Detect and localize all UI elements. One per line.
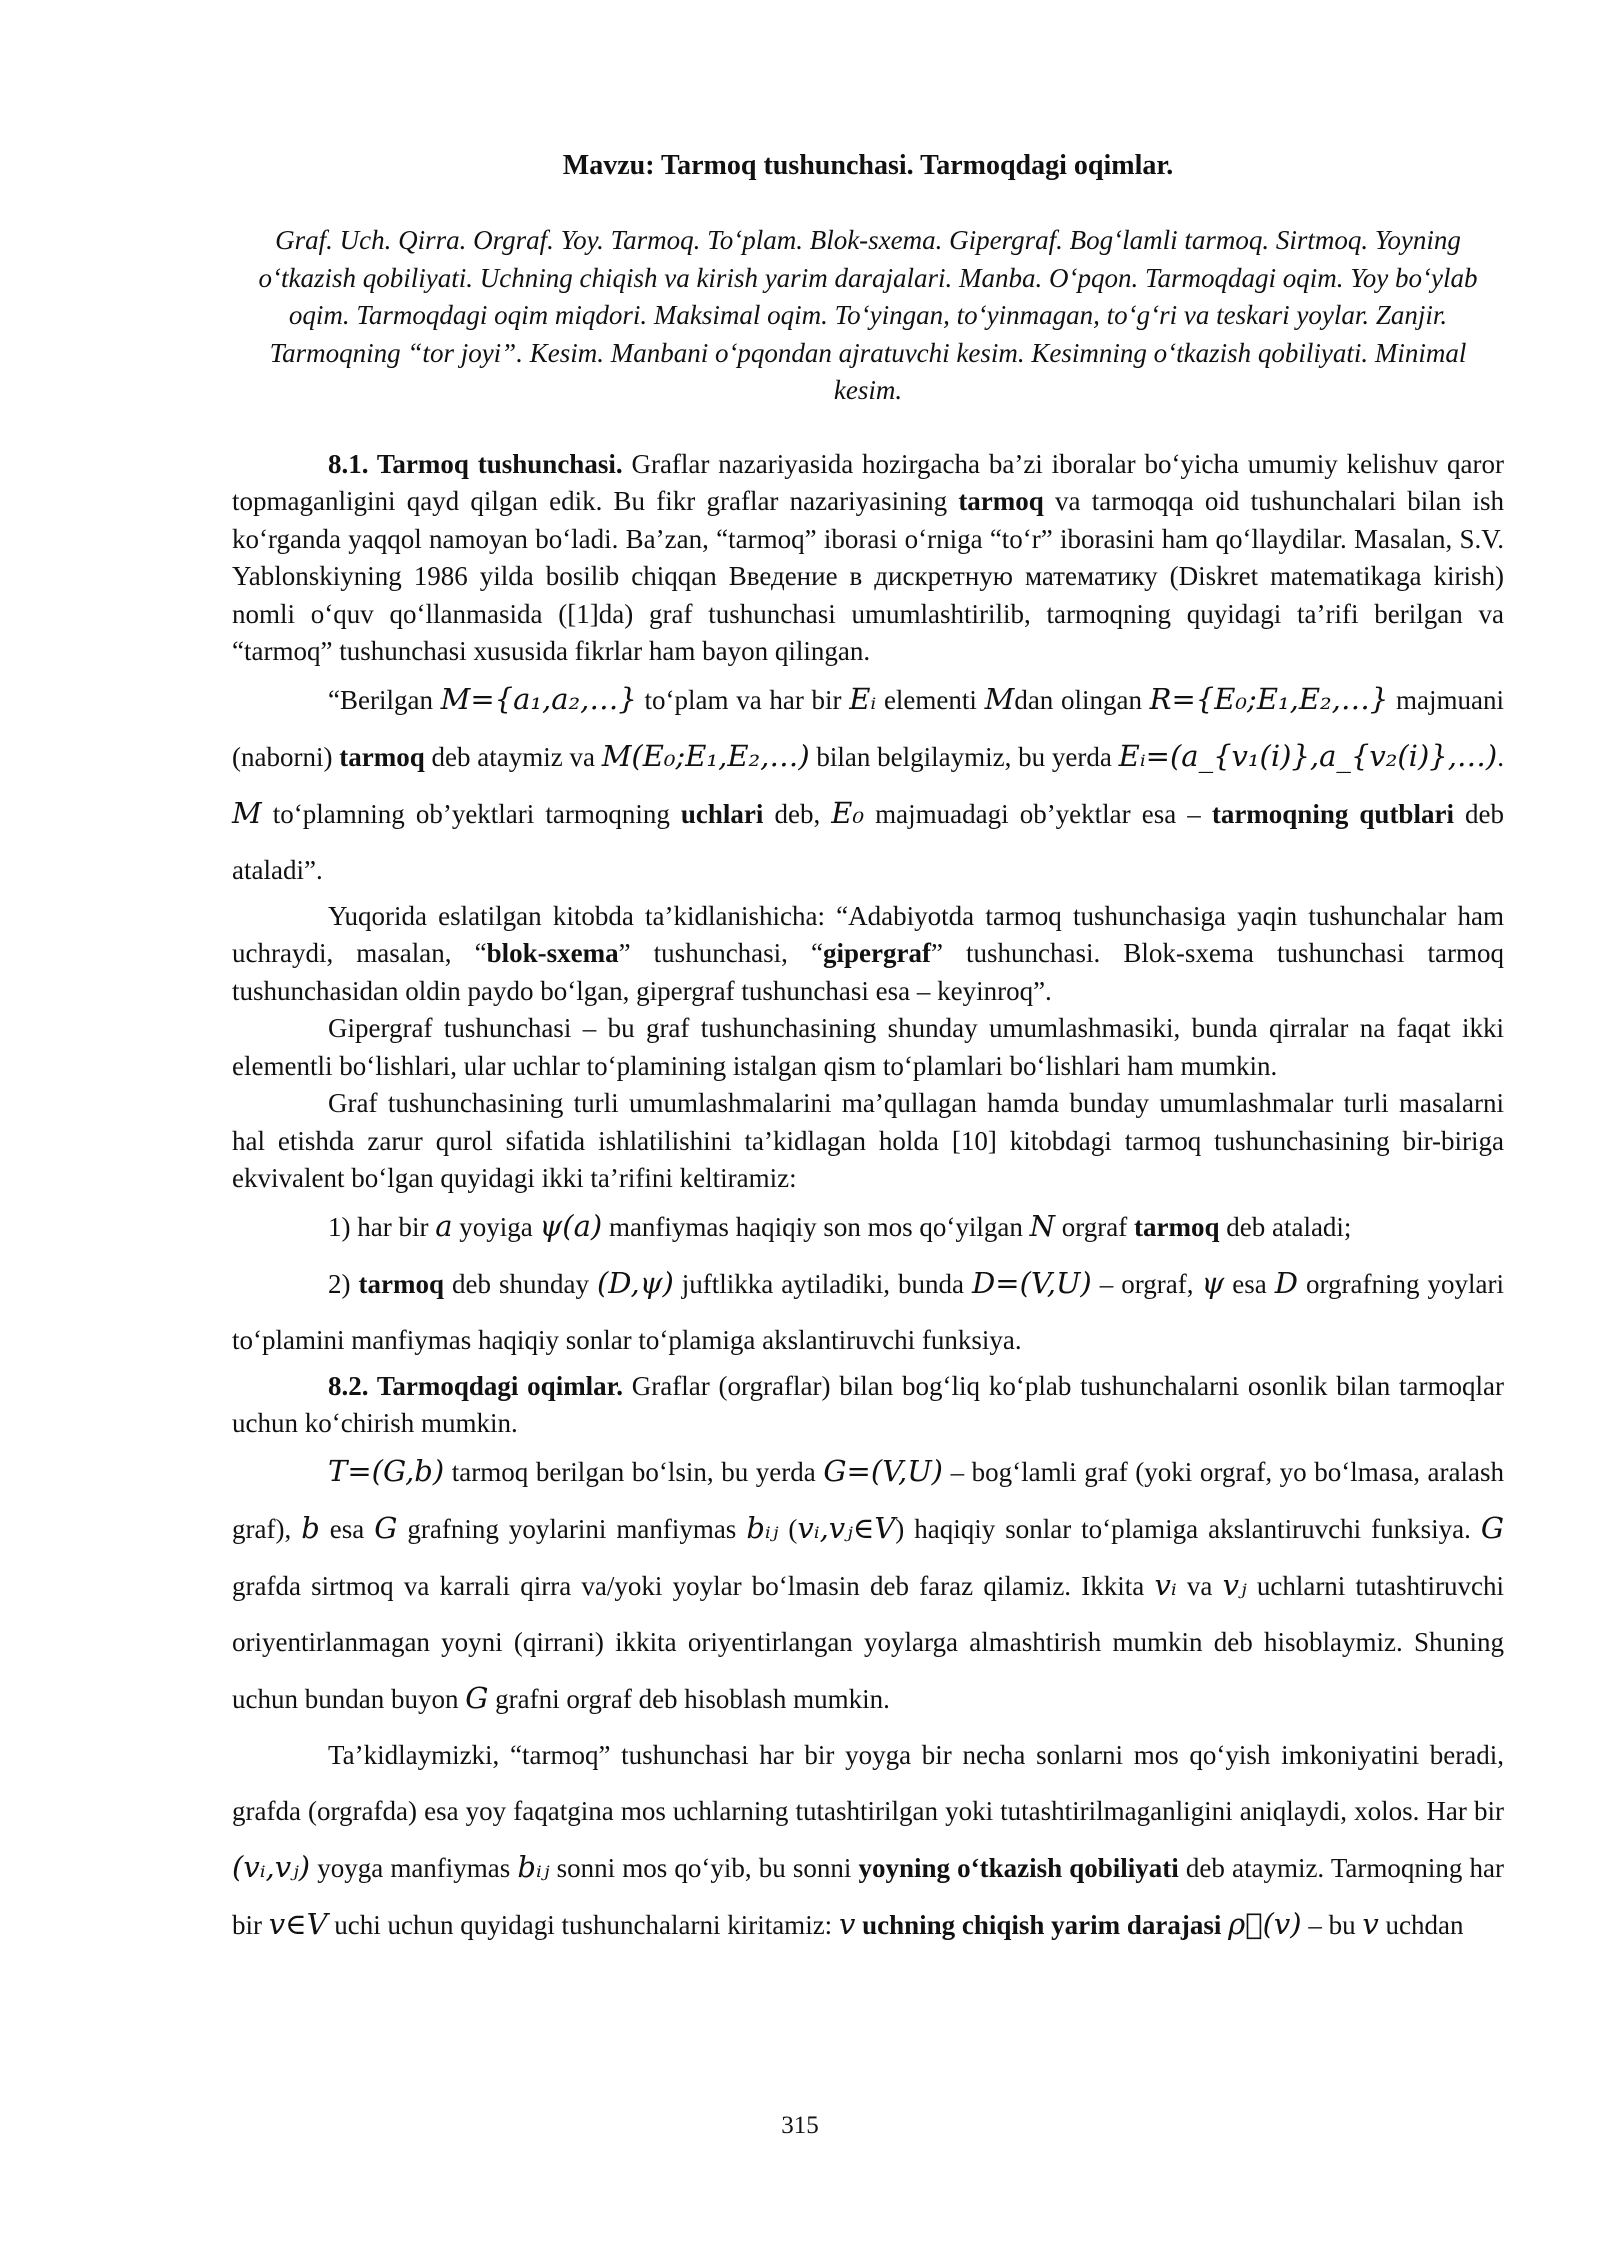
definition-1-paragraph: 1) har bir a yoyiga ψ(a) manfiymas haqiqiy son mos qo‘yilgan N orgraf tarmoq deb ataladi; — [328, 1208, 1352, 1243]
network-definition-paragraph: T=(G,b) tarmoq berilgan bo‘lsin, bu yerda G=(V,U) – bog‘lamli graf (yoki orgraf, yo bo‘lmasa, aralash graf), b esa G grafning yoylarini manfiymas bᵢⱼ (vᵢ,vⱼ∈V) haqiqiy sonlar to‘plamiga akslantiruvchi funksiya. G grafda sirtmoq va karrali qirra va/yoki yoylar bo‘lmasin deb faraz qilamiz. Ikkita vᵢ va vⱼ uchlarni tutashtiruvchi oriyentirlanmagan yoyni (qirrani) ikkita oriyentirlangan yoylarga almashtirish mumkin deb hisoblaymiz. Shuning uchun bundan buyon G grafni orgraf deb hisoblash mumkin. — [232, 1453, 1504, 1715]
hypergraph-paragraph: Gipergraf tushunchasi – bu graf tushunchasining shunday umumlashmasiki, bunda qirralar na faqat ikki elementli bo‘lishlari, ular uchlar to‘plamining istalgan qism to‘plamlari bo‘lishlari ham mumkin. — [232, 1013, 1504, 1081]
section-8-2-paragraph: 8.2. Tarmoqdagi oqimlar. Graflar (orgraflar) bilan bog‘liq ko‘plab tushunchalarni osonlik bilan tarmoqlar uchun ko‘chirish mumkin. — [232, 1370, 1504, 1438]
page-number: 315 — [781, 2112, 819, 2139]
hypergraph-intro-paragraph: Yuqorida eslatilgan kitobda ta’kidlanishicha: “Adabiyotda tarmoq tushunchasiga yaqin tushunchalar ham uchraydi, masalan, “blok-sxema” tushunchasi, “gipergraf” tushunchasi. Blok-sxema tushunchasi tarmoq tushunchasidan oldin paydo bo‘lgan, gipergraf tushunchasi esa – keyinroq”. — [232, 900, 1504, 1006]
formula-v-2: v — [1362, 1906, 1379, 1941]
formula-G-2: G — [1480, 1510, 1504, 1545]
generalization-paragraph: Graf tushunchasining turli umumlashmalarini ma’qullagan hamda bunday umumlashmalar turli masalarni hal etishda zarur qurol sifatida ishlatilishini ta’kidlagan holda [10] kitobdagi tarmoq tushunchasining bir-biriga ekvivalent bo‘lgan quyidagi ikki ta’rifini keltiramiz: — [232, 1088, 1504, 1193]
formula-bij-2: bᵢⱼ — [517, 1849, 550, 1884]
formula-N: N — [1029, 1208, 1056, 1243]
formula-rho-v: ρ⃗(v) — [1228, 1906, 1302, 1941]
formula-a: a — [435, 1208, 453, 1243]
section-8-1-heading: 8.1. Tarmoq tushunchasi. — [328, 448, 623, 479]
formula-Ei: Eᵢ — [849, 681, 877, 716]
formula-D-psi: (D,ψ) — [596, 1265, 674, 1300]
formula-psi: ψ — [1201, 1265, 1225, 1300]
section-8-1-paragraph: 8.1. Tarmoq tushunchasi. Graflar nazariyasida hozirgacha ba’zi iboralar bo‘yicha umumiy kelishuv qaror topmaganligini qayd qilgan edik. Bu fikr graflar nazariyasining tarmoq va tarmoqqa oid tushunchalari bilan ish ko‘rganda yaqqol namoyan bo‘ladi. Ba’zan, “tarmoq” iborasi o‘rniga “to‘r” iborasini ham qo‘llaydilar. Masalan, S.V. Yablonskiyning 1986 yilda bosilib chiqqan Введение в дискретную математику (Diskret matematikaga kirish) nomli o‘quv qo‘llanmasida ([1]da) graf tushunchasi umumlashtirilib, tarmoqning quyidagi ta’rifi berilgan va “tarmoq” tushunchasi xususida fikrlar ham bayon qilingan. — [232, 448, 1505, 666]
formula-G-V-U: G=(V,U) — [823, 1453, 943, 1488]
formula-psi-a: ψ(a) — [539, 1208, 603, 1243]
formula-vi: vᵢ — [1154, 1567, 1177, 1602]
formula-v: v — [838, 1906, 856, 1941]
formula-M-2: M — [232, 795, 262, 830]
formula-T: T=(G,b) — [328, 1453, 445, 1488]
formula-M-E: M(E₀;E₁,E₂,…) — [601, 738, 810, 773]
formula-vi-vj-arc: (vᵢ,vⱼ) — [232, 1849, 311, 1884]
formula-b: b — [301, 1510, 320, 1545]
page-title: Mavzu: Tarmoq tushunchasi. Tarmoqdagi oqimlar. — [562, 150, 1174, 181]
formula-v-in-V: v∈V — [268, 1906, 328, 1941]
keywords-block: Graf. Uch. Qirra. Orgraf. Yoy. Tarmoq. To‘plam. Blok-sxema. Gipergraf. Bog‘lamli tarmoq. Sirtmoq. Yoyning o‘tkazish qobiliyati. Uchning chiqish va kirish yarim darajalari. Manba. O‘pqon. Tarmoqdagi oqim. Yoy bo‘ylab oqim. Tarmoqdagi oqim miqdori. Maksimal oqim. To‘yingan, to‘yinmagan, to‘g‘ri va teskari yoylar. Zanjir. Tarmoqning “tor joyi”. Kesim. Manbani o‘pqondan ajratuvchi kesim. Kesimning o‘tkazish qobiliyati. Minimal kesim. — [258, 225, 1478, 405]
formula-D-V-U: D=(V,U) — [972, 1265, 1092, 1300]
formula-bij: bᵢⱼ — [746, 1510, 779, 1545]
capacity-paragraph: Ta’kidlaymizki, “tarmoq” tushunchasi har bir yoyga bir necha sonlarni mos qo‘yish imkoniyatini beradi, grafda (orgrafda) esa yoy faqatgina mos uchlarning tutashtirilgan yoki tutashtirilmaganligini aniqlaydi, xolos. Har bir (vᵢ,vⱼ) yoyga manfiymas bᵢⱼ sonni mos qo‘yib, bu sonni yoyning o‘tkazish qobiliyati deb ataymiz. Tarmoqning har bir v∈V uchi uchun quyidagi tushunchalarni kiritamiz: v uchning chiqish yarim darajasi ρ⃗(v) – bu v uchdan — [232, 1739, 1504, 1941]
formula-vj: vⱼ — [1222, 1567, 1247, 1602]
formula-G: G — [374, 1510, 398, 1545]
formula-D: D — [1274, 1265, 1299, 1300]
formula-R: R={E₀;E₁,E₂,…} — [1149, 681, 1389, 716]
document-page — [232, 150, 1504, 1953]
section-8-2-heading: 8.2. Tarmoqdagi oqimlar. — [328, 1370, 623, 1401]
definition-paragraph: “Berilgan M={a₁,a₂,…} to‘plam va har bir Eᵢ elementi Mdan olingan R={E₀;E₁,E₂,…} majmuani (naborni) tarmoq deb ataymiz va M(E₀;E₁,E₂,…) bilan belgilaymiz, bu yerda Eᵢ=(a_{v₁(i)},a_{v₂(i)},…). M to‘plamning ob’yektlari tarmoqning uchlari deb, E₀ majmuadagi ob’yektlar esa – tarmoqning qutblari deb ataladi”. — [232, 681, 1505, 885]
formula-E0: E₀ — [831, 795, 865, 830]
formula-Ei-def: Eᵢ=(a_{v₁(i)},a_{v₂(i)},…) — [1118, 738, 1498, 773]
definition-2-paragraph: 2) tarmoq deb shunday (D,ψ) juftlikka aytiladiki, bunda D=(V,U) – orgraf, ψ esa D orgrafning yoylari to‘plamini manfiymas haqiqiy sonlar to‘plamiga akslantiruvchi funksiya. — [232, 1265, 1504, 1355]
formula-vi-vj-in-V: vᵢ,vⱼ∈V — [797, 1510, 896, 1545]
formula-G-3: G — [465, 1680, 489, 1715]
formula-M-set: M={a₁,a₂,…} — [440, 681, 637, 716]
formula-M: M — [984, 681, 1015, 716]
